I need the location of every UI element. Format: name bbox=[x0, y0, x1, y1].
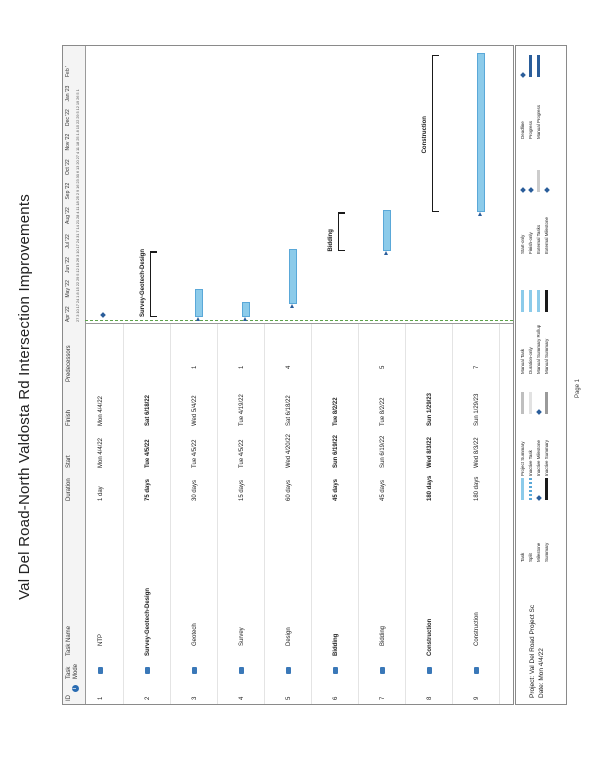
task-duration: 1 day bbox=[98, 486, 104, 501]
task-id: 8 bbox=[427, 696, 433, 700]
legend-col-1 bbox=[519, 478, 551, 562]
today-line bbox=[85, 320, 513, 321]
task-duration: 30 days bbox=[192, 479, 198, 501]
legend-swatch bbox=[521, 478, 524, 500]
legend-label: Inactive Milestone bbox=[536, 439, 541, 476]
legend-swatch bbox=[529, 290, 532, 312]
legend-label: Milestone bbox=[536, 542, 541, 562]
legend-item bbox=[519, 170, 527, 254]
task-mode-icon bbox=[145, 667, 150, 674]
table-row[interactable] bbox=[179, 324, 218, 704]
legend-item bbox=[535, 478, 543, 562]
task-bar[interactable] bbox=[289, 249, 297, 303]
timescale-month: Aug '22 bbox=[65, 207, 71, 224]
task-predecessor: 4 bbox=[286, 365, 292, 369]
task-id: 1 bbox=[98, 696, 104, 700]
project-info bbox=[528, 605, 546, 698]
task-duration: 45 days bbox=[333, 478, 339, 501]
table-row[interactable] bbox=[85, 324, 124, 704]
legend-label: Summary bbox=[544, 542, 549, 562]
task-id: 3 bbox=[192, 696, 198, 700]
legend-label: Task bbox=[520, 552, 525, 562]
col-start: Start bbox=[66, 455, 72, 468]
task-name: Bidding bbox=[380, 625, 386, 646]
legend-item bbox=[527, 392, 535, 476]
task-name: Survey bbox=[239, 627, 245, 646]
table-row[interactable] bbox=[132, 324, 171, 704]
task-finish: Sat 6/18/22 bbox=[145, 394, 151, 426]
task-id: 5 bbox=[286, 696, 292, 700]
col-predecessors: Predecessors bbox=[66, 345, 72, 382]
legend-label: Deadline bbox=[520, 121, 525, 139]
task-duration: 180 days bbox=[427, 475, 433, 501]
legend-item bbox=[527, 55, 535, 139]
timescale-weeks: 27 3 10 17 24 1 8 15 22 29 5 12 19 26 3 10 17 24 31 7 14 21 28 4 11 18 25 2 9 16 23 30 6 13 20 27 4 11 18 25 1 8 15 22 29 5 12 19 26 5 1 bbox=[75, 89, 80, 322]
timescale-month: Jan '23 bbox=[65, 85, 71, 102]
summary-bar[interactable] bbox=[338, 212, 339, 251]
legend-label: Manual Progress bbox=[536, 104, 541, 139]
table-row[interactable] bbox=[226, 324, 265, 704]
dependency-arrow-icon bbox=[384, 251, 388, 255]
project-date: Date: Mon 4/4/22 bbox=[538, 648, 545, 698]
legend-swatch bbox=[536, 495, 542, 501]
legend-item bbox=[519, 55, 527, 139]
legend-item bbox=[527, 478, 535, 562]
legend-item bbox=[535, 170, 543, 254]
legend-item bbox=[527, 170, 535, 254]
task-finish: Wed 5/4/22 bbox=[192, 395, 198, 426]
task-finish: Tue 8/2/22 bbox=[333, 397, 339, 426]
table-header bbox=[63, 324, 86, 704]
col-finish: Finish bbox=[66, 409, 72, 426]
legend bbox=[515, 45, 567, 705]
task-name: Construction bbox=[474, 612, 480, 646]
task-start: Mon 4/4/22 bbox=[98, 437, 104, 468]
legend-label: Inactive Summary bbox=[544, 439, 549, 476]
legend-label: Manual Summary Rollup bbox=[536, 324, 541, 374]
legend-item bbox=[527, 290, 535, 374]
dependency-arrow-icon bbox=[243, 317, 247, 321]
legend-item bbox=[543, 478, 551, 562]
gantt-chart bbox=[63, 46, 513, 324]
timescale bbox=[63, 46, 86, 324]
task-predecessor: 1 bbox=[192, 365, 198, 369]
task-predecessor: 1 bbox=[239, 365, 245, 369]
legend-swatch bbox=[521, 290, 524, 312]
task-mode-icon bbox=[239, 667, 244, 674]
task-start: Wed 8/3/22 bbox=[474, 437, 480, 468]
legend-swatch bbox=[529, 55, 532, 77]
legend-label: Manual Task bbox=[520, 348, 525, 374]
legend-item bbox=[535, 290, 543, 374]
legend-item bbox=[543, 290, 551, 374]
legend-label: Start-only bbox=[520, 234, 525, 254]
task-start: Tue 4/5/22 bbox=[192, 439, 198, 468]
timescale-month: Sep '22 bbox=[65, 182, 71, 200]
task-name: Design bbox=[286, 627, 292, 646]
task-name: Geotech bbox=[192, 623, 198, 646]
timescale-month: Dec '22 bbox=[65, 109, 71, 126]
task-finish: Sun 1/29/23 bbox=[474, 393, 480, 426]
table-row[interactable] bbox=[461, 324, 500, 704]
task-finish: Tue 4/19/22 bbox=[239, 394, 245, 426]
summary-bar[interactable] bbox=[150, 251, 151, 317]
dependency-arrow-icon bbox=[290, 304, 294, 308]
legend-item bbox=[535, 55, 543, 139]
dependency-arrow-icon bbox=[196, 317, 200, 321]
task-finish: Mon 4/4/22 bbox=[98, 395, 104, 426]
task-id: 6 bbox=[333, 696, 339, 700]
page-number: Page 1 bbox=[575, 378, 581, 399]
task-bar[interactable] bbox=[195, 289, 203, 317]
legend-label: External Tasks bbox=[536, 224, 541, 254]
task-finish: Sun 1/29/23 bbox=[427, 392, 433, 426]
task-id: 9 bbox=[474, 696, 480, 700]
legend-swatch bbox=[521, 392, 524, 414]
task-bar[interactable] bbox=[383, 210, 391, 251]
task-bar[interactable] bbox=[242, 302, 250, 317]
task-id: 7 bbox=[380, 696, 386, 700]
task-duration: 45 days bbox=[380, 479, 386, 501]
legend-item bbox=[519, 478, 527, 562]
legend-label: Progress bbox=[528, 120, 533, 139]
task-duration: 180 days bbox=[474, 476, 480, 501]
legend-col-3 bbox=[519, 290, 551, 374]
task-start: Tue 4/5/22 bbox=[239, 439, 245, 468]
legend-swatch bbox=[537, 55, 540, 77]
legend-label: Manual Summary bbox=[544, 338, 549, 374]
task-predecessor: 7 bbox=[474, 365, 480, 369]
info-icon: i bbox=[72, 685, 79, 692]
task-mode-icon bbox=[98, 667, 103, 674]
task-name: NTP bbox=[98, 634, 104, 646]
col-id: ID bbox=[66, 695, 72, 701]
timescale-month: Nov '22 bbox=[65, 133, 71, 151]
legend-col-2 bbox=[519, 392, 551, 476]
legend-item bbox=[543, 170, 551, 254]
milestone-marker[interactable] bbox=[100, 312, 106, 318]
legend-swatch bbox=[520, 72, 526, 78]
page-title: Val Del Road-North Valdosta Rd Intersection Improvements bbox=[16, 194, 33, 600]
legend-label: External Milestone bbox=[544, 216, 549, 254]
legend-swatch bbox=[529, 392, 532, 414]
task-mode-icon bbox=[474, 667, 479, 674]
task-mode-icon bbox=[380, 667, 385, 674]
task-start: Wed 8/3/22 bbox=[427, 437, 433, 468]
task-table bbox=[63, 323, 513, 704]
project-name: Project: Val Del Road Project Sc bbox=[529, 604, 536, 698]
summary-bar[interactable] bbox=[432, 55, 433, 212]
gantt-frame bbox=[62, 45, 514, 705]
task-name: Bidding bbox=[333, 633, 339, 656]
task-name: Construction bbox=[427, 618, 433, 656]
task-mode-icon bbox=[286, 667, 291, 674]
legend-item bbox=[519, 392, 527, 476]
task-predecessor: 5 bbox=[380, 365, 386, 369]
legend-swatch bbox=[537, 290, 540, 312]
legend-swatch bbox=[529, 478, 532, 500]
legend-label: Split bbox=[528, 553, 533, 562]
summary-label: Survey-Geotech-Design bbox=[140, 248, 146, 318]
timescale-month: Apr '22 bbox=[65, 306, 71, 322]
legend-swatch bbox=[545, 290, 548, 312]
col-mode: Task Mode bbox=[66, 663, 79, 679]
table-row[interactable] bbox=[367, 324, 406, 704]
task-id: 2 bbox=[145, 696, 151, 700]
col-duration: Duration bbox=[66, 478, 72, 501]
legend-item bbox=[535, 392, 543, 476]
task-mode-icon bbox=[192, 667, 197, 674]
legend-swatch bbox=[544, 187, 550, 193]
task-mode-icon bbox=[427, 667, 432, 674]
task-id: 4 bbox=[239, 696, 245, 700]
task-mode-icon bbox=[333, 667, 338, 674]
timescale-month: Oct '22 bbox=[65, 159, 71, 175]
legend-item bbox=[543, 392, 551, 476]
legend-swatch bbox=[537, 170, 540, 192]
task-duration: 60 days bbox=[286, 479, 292, 501]
timescale-month: Feb ' bbox=[65, 66, 71, 77]
summary-label: Bidding bbox=[328, 229, 334, 252]
task-finish: Sat 6/18/22 bbox=[286, 395, 292, 426]
dependency-arrow-icon bbox=[478, 212, 482, 216]
task-start: Tue 4/5/22 bbox=[145, 439, 151, 468]
table-row[interactable] bbox=[273, 324, 312, 704]
timescale-month: May '22 bbox=[65, 280, 71, 298]
task-bar[interactable] bbox=[477, 53, 485, 212]
legend-col-5 bbox=[519, 55, 543, 139]
legend-label: Project Summary bbox=[520, 441, 525, 476]
legend-label: Inactive Task bbox=[528, 450, 533, 476]
table-row[interactable] bbox=[320, 324, 359, 704]
legend-swatch bbox=[545, 478, 548, 500]
timescale-month: Jul '22 bbox=[65, 234, 71, 249]
task-start: Wed 4/20/22 bbox=[286, 434, 292, 468]
legend-label: Finish-only bbox=[528, 232, 533, 254]
summary-label: Construction bbox=[422, 116, 428, 154]
legend-col-4 bbox=[519, 170, 551, 254]
timescale-month: Jun '22 bbox=[65, 257, 71, 273]
legend-swatch bbox=[545, 392, 548, 414]
col-name: Task Name bbox=[66, 625, 72, 656]
task-name: Survey-Geotech-Design bbox=[145, 587, 151, 656]
table-row[interactable] bbox=[414, 324, 453, 704]
task-duration: 75 days bbox=[145, 478, 151, 501]
legend-label: Duration-only bbox=[528, 347, 533, 374]
legend-swatch bbox=[536, 409, 542, 415]
legend-item bbox=[519, 290, 527, 374]
task-start: Sun 6/19/22 bbox=[333, 434, 339, 468]
task-finish: Tue 8/2/22 bbox=[380, 397, 386, 426]
legend-swatch bbox=[528, 187, 534, 193]
legend-swatch bbox=[520, 187, 526, 193]
task-duration: 15 days bbox=[239, 479, 245, 501]
task-start: Sun 6/19/22 bbox=[380, 435, 386, 468]
